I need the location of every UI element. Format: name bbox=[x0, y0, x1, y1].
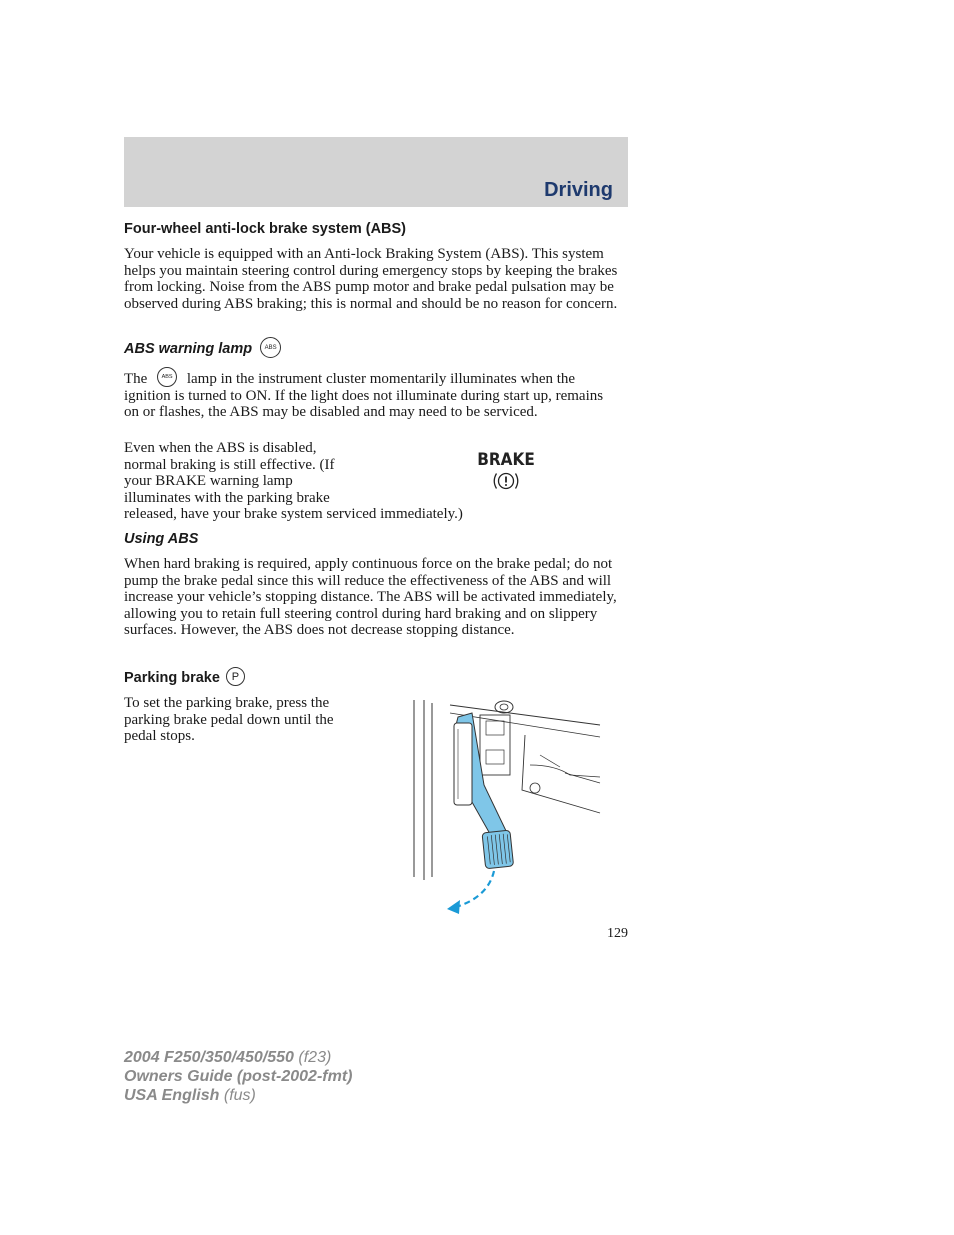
abs-warning-icon bbox=[260, 337, 281, 358]
note-line: released, have your brake system serviced immediately.) bbox=[124, 506, 463, 522]
footer-line-2 bbox=[124, 1067, 352, 1086]
abs-warning-body bbox=[124, 367, 618, 421]
abs-warning-body-prefix: The bbox=[124, 371, 148, 387]
abs-warning-lamp-heading-text: ABS warning lamp bbox=[124, 340, 253, 357]
abs-disabled-note bbox=[124, 440, 624, 523]
section-title: Driving bbox=[544, 179, 613, 201]
footer-language-code: (fus) bbox=[223, 1087, 256, 1104]
note-line: Even when the ABS is disabled, bbox=[124, 440, 317, 456]
parking-brake-body bbox=[124, 695, 374, 745]
note-line: your BRAKE warning lamp bbox=[124, 473, 293, 489]
brake-warning-icon bbox=[472, 450, 540, 497]
document-footer bbox=[124, 1048, 352, 1105]
abs-inline-icon-label: ABS bbox=[161, 373, 173, 380]
footer-line-3 bbox=[124, 1086, 352, 1105]
page-number: 129 bbox=[607, 926, 628, 941]
parking-brake-icon-label: P bbox=[231, 670, 240, 683]
abs-icon-label: ABS bbox=[264, 344, 277, 351]
brake-icon-word: BRAKE bbox=[477, 450, 535, 470]
parking-brake-heading-text: Parking brake bbox=[124, 670, 220, 686]
abs-inline-icon bbox=[157, 367, 177, 387]
parking-body-line: parking brake pedal down until the bbox=[124, 711, 334, 728]
brake-exclamation-icon bbox=[491, 470, 521, 492]
using-abs-body: When hard braking is required, apply continuous force on the brake pedal; do not pump the brake pedal since this will reduce the effectiveness of the ABS and will increase your vehicle’s stopping distance. The ABS will be activated immediately, allowing you to retain full steering control during hard braking and on slippery surfaces. However, the ABS does not decrease stopping distance. bbox=[124, 556, 617, 638]
parking-brake-heading bbox=[124, 670, 245, 686]
abs-warning-lamp-heading bbox=[124, 340, 281, 358]
section-header-band bbox=[124, 137, 628, 207]
note-line: illuminates with the parking brake bbox=[124, 489, 330, 506]
abs-heading: Four-wheel anti-lock brake system (ABS) bbox=[124, 221, 407, 237]
footer-guide: Owners Guide (post-2002-fmt) bbox=[124, 1068, 353, 1085]
note-line: normal braking is still effective. (If bbox=[124, 456, 335, 473]
parking-brake-pedal-illustration bbox=[410, 695, 610, 920]
footer-model: 2004 F250/350/450/550 bbox=[124, 1049, 294, 1066]
using-abs-heading: Using ABS bbox=[124, 531, 199, 547]
parking-body-line: To set the parking brake, press the bbox=[124, 695, 330, 711]
footer-language: USA English bbox=[124, 1087, 220, 1104]
footer-model-code: (f23) bbox=[298, 1049, 332, 1066]
parking-brake-icon bbox=[226, 667, 245, 686]
abs-body: Your vehicle is equipped with an Anti-lock Braking System (ABS). This system helps you maintain steering control during emergency stops by keeping the brakes from locking. Noise from the ABS pump motor and brake pedal pulsation may be observed during ABS braking; this is normal and should be no reason for concern. bbox=[124, 246, 618, 312]
footer-line-1 bbox=[124, 1048, 352, 1067]
parking-body-line: pedal stops. bbox=[124, 728, 195, 744]
abs-warning-body-rest: lamp in the instrument cluster momentarily illuminates when the ignition is turned to ON. If the light does not illuminate during start up, remains on or flashes, the ABS may be disabled and may need to be serviced. bbox=[124, 371, 604, 420]
